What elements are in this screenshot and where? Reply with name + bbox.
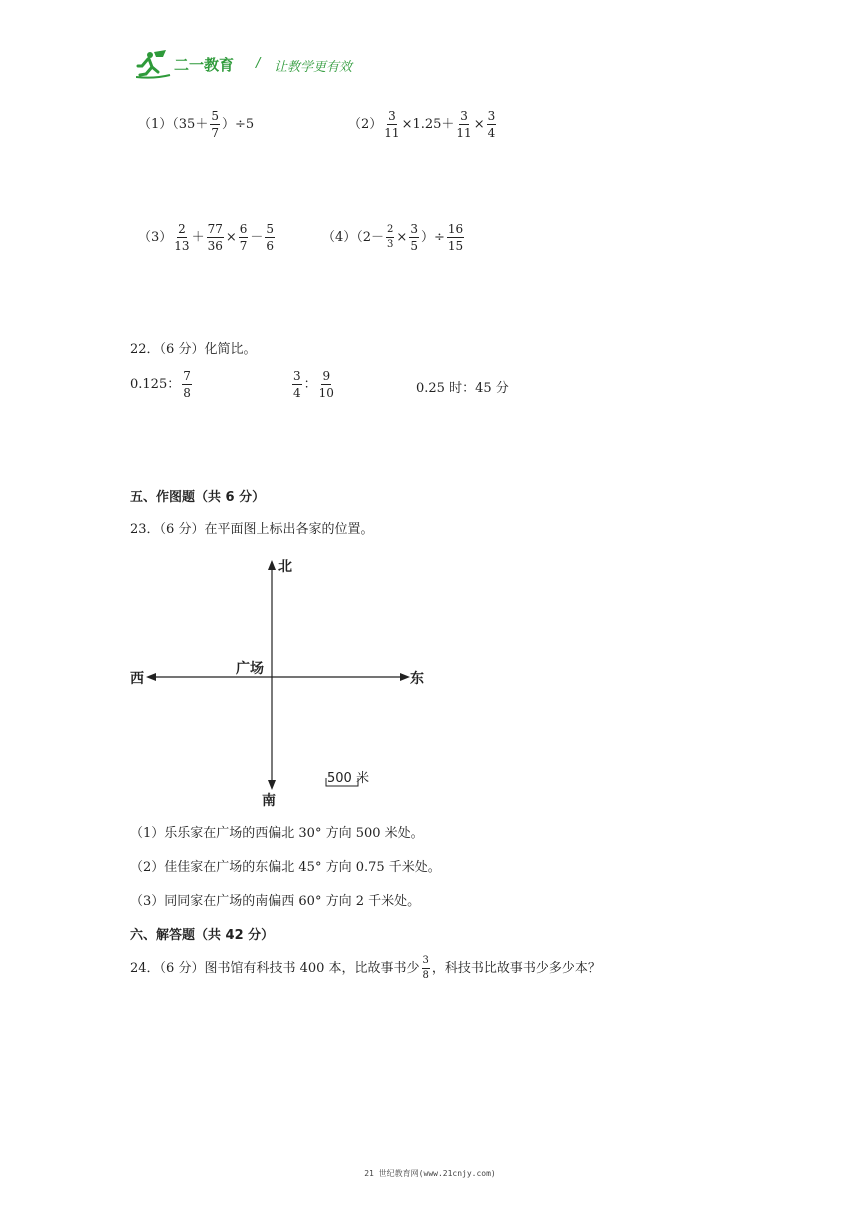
q23-item-1: （1）乐乐家在广场的西偏北 30° 方向 500 米处。 (130, 826, 424, 841)
denominator: 4 (487, 126, 496, 140)
east-arrowhead (400, 673, 410, 681)
numerator: 2 (386, 225, 394, 238)
compass-diagram (128, 556, 448, 806)
q21-p1-tail: ）÷5 (221, 117, 255, 132)
fraction (207, 223, 224, 252)
scale-label: 500 米 (327, 771, 369, 786)
plus-sign: ＋ (191, 230, 205, 245)
denominator: 10 (318, 386, 334, 400)
q21-p2-label: （2） (348, 117, 383, 132)
denominator: 15 (447, 239, 464, 253)
q24-question (130, 956, 601, 981)
page-footer: 21 世纪教育网(www.21cnjy.com) (364, 1169, 496, 1178)
numerator: 3 (293, 369, 301, 383)
numerator: 5 (211, 109, 219, 123)
numerator: 3 (388, 109, 396, 123)
west-arrowhead (146, 673, 156, 681)
header-divider: / (256, 56, 261, 71)
q22-ratio-3: 0.25 时：45 分 (416, 381, 509, 396)
numerator: 6 (239, 222, 248, 236)
denominator: 11 (384, 126, 400, 140)
q22-ratio-1 (130, 370, 194, 399)
south-arrowhead (268, 780, 276, 790)
numerator: 7 (183, 369, 191, 383)
times-sign: × (225, 230, 237, 245)
q23-title: 23．（6 分）在平面图上标出各家的位置。 (130, 522, 374, 537)
fraction (409, 223, 419, 252)
q21-part4 (322, 223, 466, 252)
fraction (487, 110, 497, 139)
fraction (182, 370, 192, 399)
q24-lead: 24．（6 分）图书馆有科技书 400 本，比故事书少 (130, 961, 420, 976)
east-label: 东 (410, 671, 424, 687)
q21-p2-mid: ×1.25＋ (401, 117, 455, 132)
q22-title: 22．（6 分）化简比。 (130, 342, 257, 357)
q21-part1 (138, 110, 254, 139)
denominator: 7 (239, 239, 248, 253)
fraction (174, 223, 189, 252)
denominator: 8 (422, 970, 429, 981)
header (136, 46, 396, 82)
south-label: 南 (262, 793, 276, 809)
fraction (319, 370, 334, 399)
q21-p4-tail: ）÷ (420, 230, 445, 245)
q21-part3 (138, 223, 277, 252)
header-slogan: 让教学更有效 (274, 60, 353, 75)
ratio-lead: 0.125： (130, 377, 181, 392)
numerator: 2 (178, 222, 186, 236)
denominator: 8 (183, 386, 191, 400)
q21-p4-label: （4）（2－ (322, 230, 385, 245)
fraction (210, 110, 220, 139)
q23-item-2: （2）佳佳家在广场的东偏北 45° 方向 0.75 千米处。 (130, 860, 441, 875)
fraction (292, 370, 302, 399)
numerator: 77 (207, 222, 223, 236)
section-6-heading: 六、解答题（共 42 分） (130, 928, 275, 943)
denominator: 13 (174, 239, 190, 253)
fraction (422, 956, 430, 981)
fraction (265, 223, 275, 252)
q24-tail: ，科技书比故事书少多少本？ (431, 961, 601, 976)
ratio-colon: ： (303, 377, 317, 392)
denominator: 6 (266, 239, 275, 253)
north-label: 北 (278, 559, 292, 575)
q23-item-3: （3）同同家在广场的南偏西 60° 方向 2 千米处。 (130, 894, 421, 909)
numerator: 5 (266, 222, 275, 236)
q21-part2 (348, 110, 498, 139)
denominator: 5 (410, 239, 418, 253)
north-arrowhead (268, 560, 276, 570)
times-sign: × (396, 230, 408, 245)
fraction (239, 223, 249, 252)
denominator: 4 (293, 386, 301, 400)
denominator: 11 (456, 126, 472, 140)
q21-p3-label: （3） (138, 230, 173, 245)
numerator: 9 (322, 369, 331, 383)
denominator: 7 (211, 126, 219, 140)
denominator: 3 (387, 239, 394, 250)
numerator: 3 (422, 956, 430, 969)
fraction (386, 225, 394, 250)
west-label: 西 (130, 671, 144, 687)
minus-sign: － (250, 230, 264, 245)
q21-p1-label: （1）（35＋ (138, 117, 209, 132)
numerator: 16 (447, 222, 464, 236)
brand-name: 二一教育 (174, 56, 235, 74)
numerator: 3 (410, 222, 418, 236)
times-sign: × (473, 117, 485, 132)
q22-ratio-2 (290, 370, 336, 399)
center-label: 广场 (236, 661, 264, 677)
runner-logo-icon (136, 48, 172, 80)
section-5-heading: 五、作图题（共 6 分） (130, 490, 266, 505)
fraction (447, 223, 464, 252)
numerator: 3 (460, 109, 468, 123)
fraction (384, 110, 399, 139)
denominator: 36 (207, 239, 223, 253)
numerator: 3 (487, 109, 496, 123)
fraction (456, 110, 471, 139)
